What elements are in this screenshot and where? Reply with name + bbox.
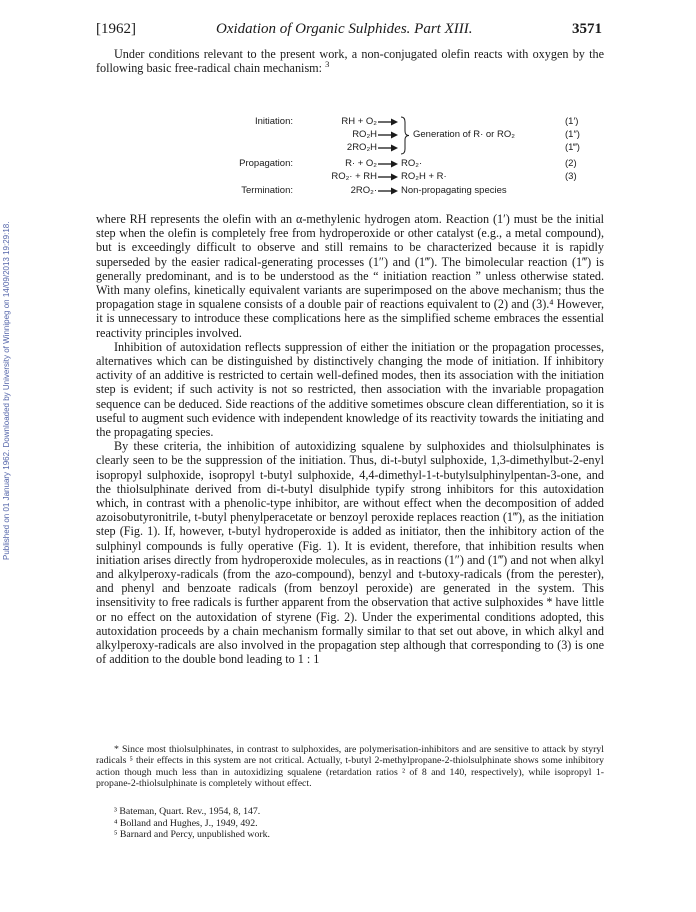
header-year: [1962] [96,21,136,37]
body-paragraph: Inhibition of autoxidation reflects suppression of either the initiation or the propagation processes, alternatives which can be distinguished by distinctively changing the mode of initiation. If inhibitory activity of an additive is restricted to certain well-defined modes, then its association with the initiation step is evident; if such activity is not so restricted, then association with the invariable propagation sequence can be deduced. Side reactions of the additive sometimes obscure clean differentiation, so it is useful to augment such evidence with independent knowledge of its reactivity towards the initiating and the propagating species. [96,339,604,440]
reference-item: ³ Bateman, Quart. Rev., 1954, 8, 147. [114,806,261,817]
scheme-reactants: RH + O₂ [341,116,377,127]
body-text [96,212,604,667]
scheme-row [200,142,590,155]
reaction-arrow-icon [378,116,398,128]
scheme-reactants: RO₂· + RH [331,171,377,182]
reaction-arrow-icon [378,171,398,183]
reaction-arrow-icon [378,142,398,154]
scheme-row [200,171,590,184]
footnote [96,744,604,790]
page-number: 3571 [572,21,602,37]
scheme-reactants: 2RO₂· [350,185,377,196]
intro-text: Under conditions relevant to the present work, a non-conjugated olefin reacts with oxygen by the following basic free-radical chain mechanism: [96,47,604,76]
footnote-text: * Since most thiolsulphinates, in contrast to sulphoxides, are polymerisation-inhibitors and are sensitive to attack by styryl radicals ⁵ their effects in this system are not critical. Actually, t-butyl 2-methylpropane-2-thiolsulphinate shows some inhibitory action though much less than in autoxidizing squalene (retardation ratios ² of 8 and 140, respectively), while isopropyl 1-propane-2-thiolsulphinate is completely without effect. [96,744,604,790]
scheme-stage-label: Initiation: [254,116,293,127]
scheme-stage-label: Propagation: [239,158,293,169]
scheme-equation-number: (3) [565,171,577,182]
running-title: Oxidation of Organic Sulphides. Part XIII. [216,21,473,37]
scheme-equation-number: (1′) [565,116,579,127]
reaction-arrow-icon [378,158,398,170]
scheme-equation-number: (2) [565,158,577,169]
download-watermark-text: Published on 01 January 1962. Downloaded by University of Winnipeg on 14/09/2013 19:29:18. [2,221,11,560]
scheme-row [200,116,590,129]
right-brace-icon [400,116,410,155]
reference-item: ⁴ Bolland and Hughes, J., 1949, 492. [114,817,258,829]
download-watermark [2,140,14,560]
reference-list [114,806,604,841]
scheme-reactants: RO₂H [352,129,377,140]
scheme-row [200,158,590,171]
body-paragraph: By these criteria, the inhibition of autoxidizing squalene by sulphoxides and thiolsulphinates is clearly seen to be the suppression of the initiation. Thus, di-t-butyl sulphoxide, 1,3-dimethylbut-2-enyl isopropyl sulphoxide, isopropyl t-butyl sulphoxide, 4,4-dimethyl-1-t-butylsulphinylpentan-3-one, and the thiolsulphinate derived from di-t-butyl disulphide typify strong inhibitors for this autoxidation which, in contrast with a phenolic-type inhibitor, are without effect when the decomposition of added azoisobutyronitrile, t-butyl phenylperacetate or benzoyl peroxide replaces reaction (1‴), as the initiation step (Fig. 1). If, however, t-butyl hydroperoxide is added as initiator, then the inhibitory action of the sulphinyl compounds is fully operative (Fig. 1). It is evident, therefore, that inhibition results when initiation arises directly from hydroperoxide molecules, as in reactions (1″) and (1‴) and not when alkyl and alkylperoxy-radicals (from the azo-compound), benzyl and t-butoxy-radicals (from the perester), and phenyl and benzoate radicals (from benzoyl peroxide) are generated in the system. This insensitivity to free radicals is further apparent from the observation that active sulphoxides * have little or no effect on the autoxidation of styrene (Fig. 2). Under the experimental conditions adopted, this autoxidation proceeds by a chain mechanism formally similar to that set out above, in which alkyl and alkylperoxy-radicals are also involved in the propagation step although that corresponding to (3) is one of addition to the double bond leading to 1 : 1 [96,439,604,667]
reference-item: ⁵ Barnard and Percy, unpublished work. [114,829,270,841]
body-paragraph: where RH represents the olefin with an α-methylenic hydrogen atom. Reaction (1′) must be the initial step when the olefin is completely free from hydroperoxide or other catalyst (e.g., a metal compound), but is exceedingly difficult to observe and still remains to be characterized because it is rapidly superseded by the easier radical-generating processes (1″) and (1‴). The bimolecular reaction (1‴) is generally predominant, and is to be understood as the “ initiation reaction ” unless otherwise stated. With many olefins, kinetically equivalent variants are superimposed on the above mechanism; thus the propagation stage in squalene consists of a double pair of reactions equivalent to (2) and (3).⁴ However, it is unnecessary to introduce these complications here as the simplified scheme embraces the essential reactivity principles involved. [96,212,604,340]
intro-reference: 3 [325,59,330,70]
scheme-products: RO₂H + R· [401,171,447,182]
reaction-arrow-icon [378,129,398,141]
scheme-row [200,185,590,198]
running-header [96,21,602,43]
scheme-stage-label: Termination: [241,185,293,196]
scheme-products: RO₂· [401,158,423,169]
scheme-equation-number: (1‴) [565,142,580,153]
reaction-scheme [200,116,590,212]
scheme-equation-number: (1″) [565,129,580,140]
scheme-products: Non-propagating species [401,185,507,196]
scheme-reactants: 2RO₂H [346,142,377,153]
intro-paragraph [96,47,604,75]
scheme-reactants: R· + O₂ [345,158,377,169]
brace-label: Generation of R· or RO₂ [413,129,515,140]
reaction-arrow-icon [378,185,398,197]
scheme-row [200,129,590,142]
